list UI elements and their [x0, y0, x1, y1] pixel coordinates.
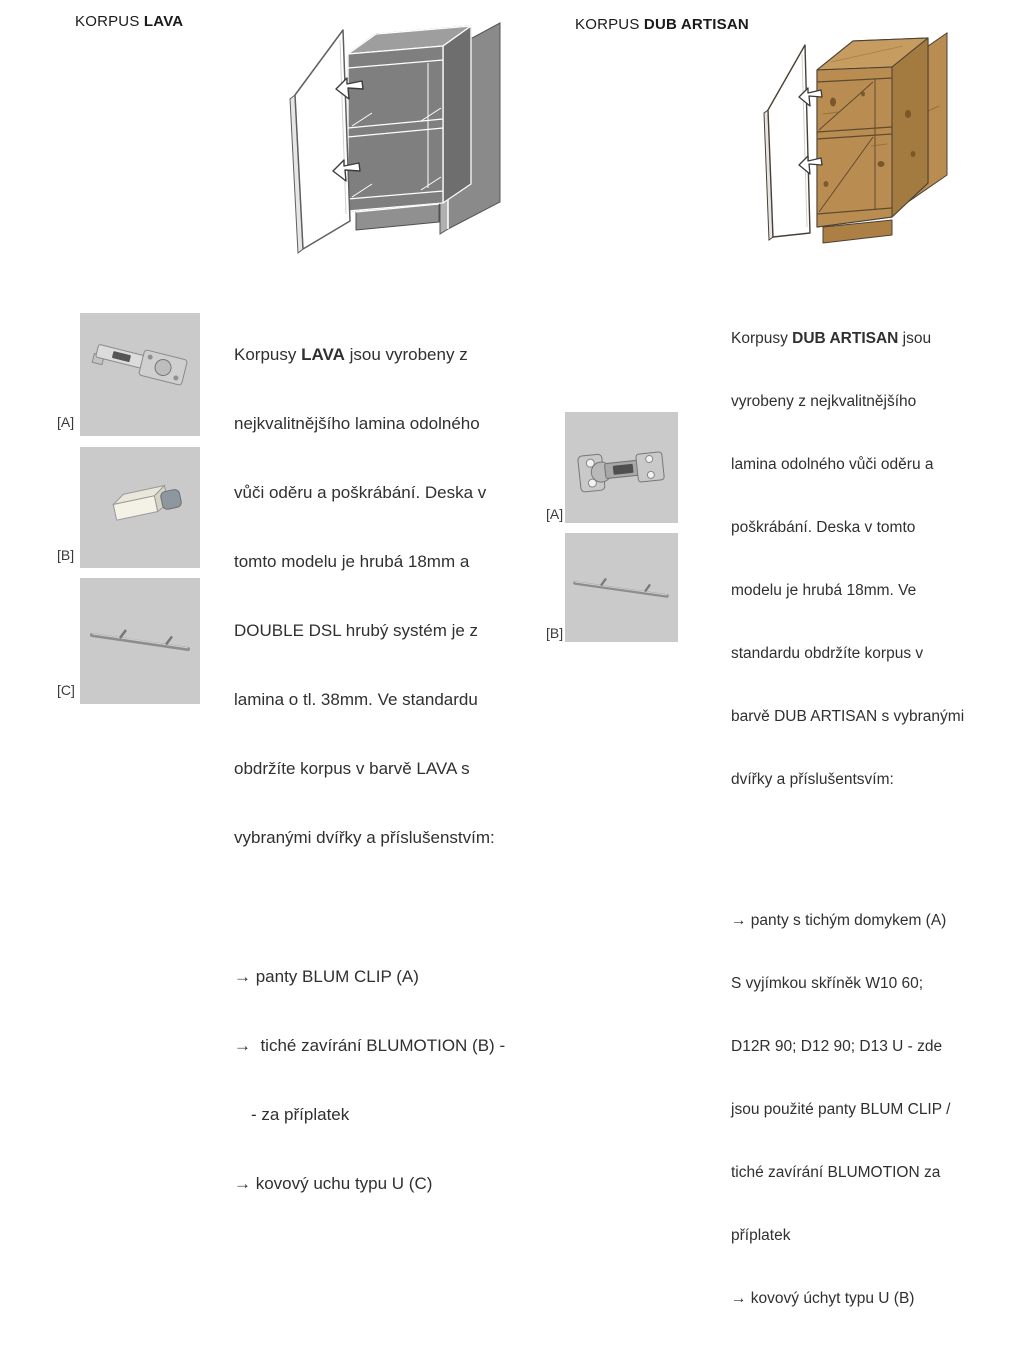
paragraph-line: tomto modelu je hrubá 18mm a — [234, 552, 470, 571]
bullet-item: → tiché zavírání BLUMOTION (B) - — [234, 1036, 506, 1055]
right-title-bold: DUB ARTISAN — [643, 16, 749, 33]
paragraph-line: nejkvalitnějšího lamina odolného — [234, 414, 480, 433]
hardware-label-b: [B] — [546, 625, 564, 641]
left-feature-list — [234, 919, 505, 1241]
hardware-panel-hinge-lava — [80, 313, 200, 436]
open-door-white — [764, 45, 810, 240]
hardware-label-a: [A] — [546, 506, 564, 522]
paragraph-line: vůči oděru a poškrábání. Deska v — [234, 483, 487, 502]
hardware-panel-handle-artisan — [565, 533, 678, 642]
cabinet-illustration-dub-artisan — [753, 24, 958, 249]
left-section-title — [75, 13, 183, 30]
paragraph-line: lamina o tl. 38mm. Ve standardu — [234, 690, 478, 709]
bullet-item-continuation: - za příplatek — [251, 1105, 350, 1124]
paragraph-line: obdržíte korpus v barvě LAVA s — [234, 759, 470, 778]
u-handle-image — [565, 533, 678, 642]
bullet-item-continuation: tiché zavírání BLUMOTION za — [731, 1164, 941, 1181]
cabinet-illustration-lava — [278, 6, 523, 271]
paragraph-line: vybranými dvířky a příslušenstvím: — [234, 828, 495, 847]
bullet-item: → panty BLUM CLIP (A) — [234, 967, 419, 986]
bullet-item-continuation: jsou použité panty BLUM CLIP / — [731, 1101, 951, 1118]
hardware-panel-blumotion — [80, 447, 200, 568]
paragraph-line: vyrobeny z nejkvalitnějšího — [731, 393, 917, 410]
right-title-prefix: KORPUS — [575, 16, 644, 33]
bullet-item-continuation: S vyjímkou skříněk W10 60; — [731, 975, 924, 992]
bullet-item: → kovový úchyt typu U (B) — [731, 1290, 915, 1307]
left-title-prefix: KORPUS — [75, 13, 144, 30]
hardware-panel-handle — [80, 578, 200, 704]
u-handle-image — [80, 578, 200, 704]
paragraph-line: standardu obdržíte korpus v — [731, 645, 924, 662]
paragraph-line: lamina odolného vůči oděru a — [731, 456, 934, 473]
bullet-item-continuation: příplatek — [731, 1227, 791, 1244]
paragraph-line: DOUBLE DSL hrubý systém je z — [234, 621, 479, 640]
blum-clip-hinge-image — [80, 313, 200, 436]
cabinet-body-wood — [817, 38, 928, 243]
paragraph-line: barvě DUB ARTISAN s vybranými — [731, 708, 965, 725]
paragraph-line: modelu je hrubá 18mm. Ve — [731, 582, 917, 599]
paragraph-line: Korpusy LAVA jsou vyrobeny z — [234, 345, 468, 364]
left-description — [234, 297, 505, 1264]
hardware-panel-hinge-artisan — [565, 412, 678, 523]
soft-close-hinge-image — [565, 412, 678, 523]
right-description — [731, 286, 964, 1372]
bullet-item: → kovový uchu typu U (C) — [234, 1174, 433, 1193]
right-feature-list — [731, 868, 964, 1351]
blumotion-damper-image — [80, 447, 200, 568]
bullet-item-continuation: D12R 90; D12 90; D13 U - zde — [731, 1038, 943, 1055]
open-door-white — [290, 30, 350, 253]
hardware-label-a: [A] — [57, 414, 75, 430]
right-section-title — [575, 16, 749, 33]
bullet-item: → panty s tichým domykem (A) — [731, 912, 947, 929]
left-title-bold: LAVA — [143, 13, 184, 30]
paragraph-line: poškrábání. Deska v tomto — [731, 519, 916, 536]
hardware-label-c: [C] — [57, 682, 75, 698]
paragraph-line: dvířky a příslušentsvím: — [731, 771, 894, 788]
paragraph-line: Korpusy DUB ARTISAN jsou — [731, 330, 932, 347]
hardware-label-b: [B] — [57, 547, 75, 563]
